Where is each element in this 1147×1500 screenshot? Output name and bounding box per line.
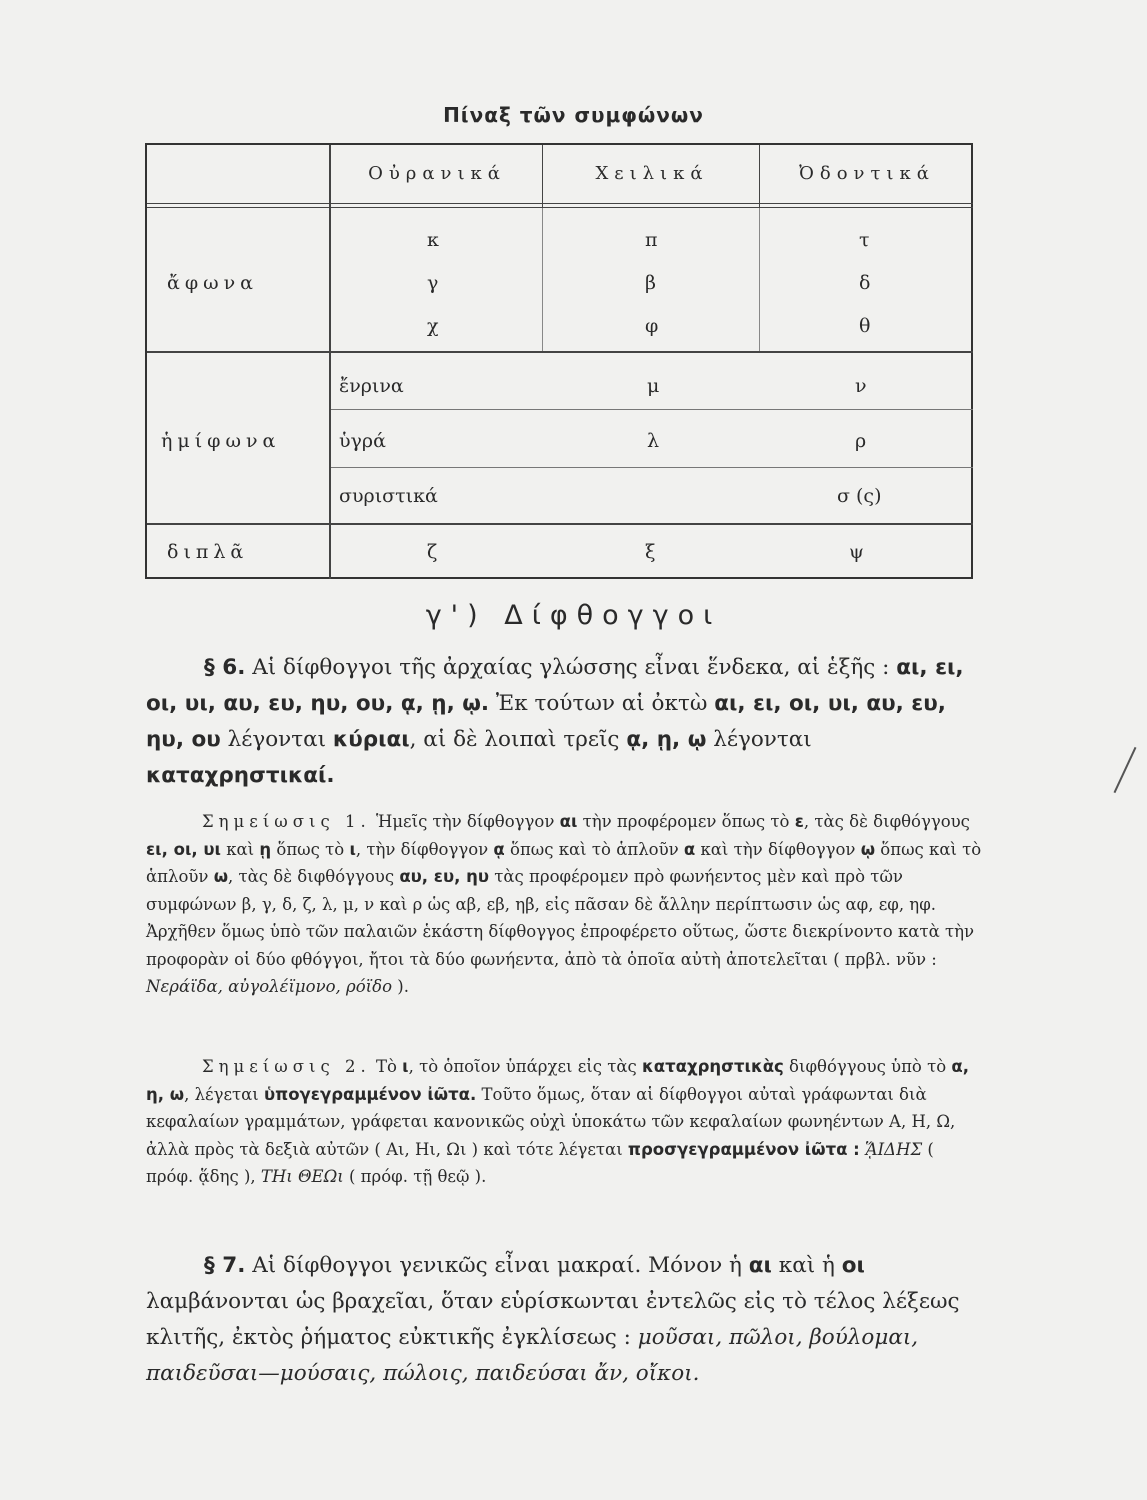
imifona-syristika: συριστικά [339, 485, 438, 507]
note-label: Σημείωσις 2. [202, 1057, 371, 1076]
cell-g: γ [427, 272, 439, 294]
header-cheilika: Χειλικά [595, 163, 709, 184]
cell-ph: φ [645, 315, 659, 337]
cell-p: π [645, 229, 658, 251]
paragraph-6 [146, 650, 986, 794]
cell-th: θ [859, 315, 871, 337]
note-2 [146, 1053, 986, 1191]
text: Αἱ δίφθογγοι γενικῶς εἶναι μακραί. Μόνον ἡ [245, 1253, 749, 1278]
bold-text: ε [794, 812, 804, 831]
row-label-afona: ἄφωνα [167, 272, 259, 294]
row-label-dipla: διπλᾶ [167, 541, 249, 563]
imifona-ygra: ὑγρά [339, 430, 386, 452]
bold-text: προσγεγραμμένον ἰῶτα : [627, 1139, 860, 1159]
bold-text: αυ, ευ, ηυ [399, 867, 490, 886]
paragraph-7 [146, 1248, 986, 1392]
imifona-enrina-dent: ν [855, 375, 867, 397]
imifona-enrina: ἔνρινα [339, 375, 404, 397]
bold-text: ω [213, 867, 229, 886]
bold-text: αι [559, 812, 578, 831]
italic-text: μοῦσαι, πῶλοι, βούλομαι, παιδεῦσαι—μούσαις, πώλοις, παιδεύσαι ἄν, οἴκοι. [146, 1325, 919, 1386]
bold-text: ῃ [259, 839, 272, 859]
text: καὶ τὴν δίφθογγον [695, 839, 861, 859]
text: Ἡμεῖς τὴν δίφθογγον [370, 812, 560, 831]
bold-text: κύριαι [332, 727, 410, 752]
note-label: Σημείωσις 1. [202, 812, 371, 831]
text: ὅπως τὸ [271, 839, 350, 859]
bold-text: καταχρηστικὰς [642, 1057, 784, 1076]
text: τὰς προφέρομεν πρὸ φωνήεντος μὲν καὶ πρὸ τῶν συμφώνων β, γ, δ, ζ, λ, μ, ν καὶ ρ ὡς αβ, εβ, ηβ, εἰς πᾶσαν δὲ ἄλλην περίπτωσιν ὡς αφ, εφ, ηφ. Ἀρχῆθεν ὅμως ὑπὸ τῶν παλαιῶν ἑκάστη δίφθογγος ἐπροφέρετο οὕτως, ὥστε διεκρίνοντο κατὰ τὴν προφορὰν οἱ δύο φθόγγοι, ἤτοι τὰ δύο φωνήεντα, ἀπὸ τὰ ὁποῖα αὐτὴ ἀποτελεῖται ( πρβλ. νῦν : [146, 867, 975, 969]
text: , τὸ ὁποῖον ὑπάρχει εἰς τὰς [408, 1057, 643, 1076]
italic-text: Νεράϊδα, αὐγολέϊμονο, ρόϊδο [146, 977, 393, 996]
bold-text: α [683, 839, 696, 859]
row-label-imifona: ἡμίφωνα [161, 430, 281, 452]
header-odontika: Ὀδοντικά [799, 163, 935, 184]
bold-text: οι [841, 1253, 865, 1278]
cell-ps: ψ [849, 541, 864, 563]
text: , τὴν δίφθογγον [355, 839, 494, 859]
text: , τὰς δὲ διφθόγγους [228, 867, 400, 886]
text: Αἱ δίφθογγοι τῆς ἀρχαίας γλώσσης εἶναι ἕνδεκα, αἱ ἑξῆς : [245, 655, 890, 680]
section-number: § 7. [204, 1253, 246, 1278]
text: καὶ ἡ [771, 1253, 842, 1278]
text: ). [392, 977, 409, 996]
text: ὅπως καὶ τὸ ἁπλοῦν [504, 839, 684, 859]
text: , λέγεται [184, 1084, 264, 1104]
consonants-table [145, 143, 973, 579]
bold-text: ῳ [860, 839, 876, 859]
cell-x: ξ [645, 541, 656, 563]
cell-ch: χ [427, 315, 439, 337]
imifona-enrina-lab: μ [647, 375, 660, 397]
text: ὅπως καὶ τὸ ἁπλοῦν [146, 839, 982, 886]
bold-text: ᾳ [493, 839, 505, 859]
bold-text: ει, οι, υι [146, 839, 221, 859]
text: Ἐκ τούτων αἱ ὀκτὼ [489, 691, 708, 716]
text: ( πρόφ. τῇ θεῷ ). [343, 1167, 487, 1186]
section-heading: γ') Δίφθογγοι [425, 600, 722, 631]
cell-d: δ [859, 272, 871, 294]
margin-mark [1114, 747, 1137, 793]
text: Τὸ [370, 1057, 403, 1076]
header-ouranika: Οὐρανικά [368, 163, 506, 184]
text: διφθόγγους ὑπὸ τὸ [783, 1057, 952, 1076]
imifona-ygra-dent: ρ [855, 430, 867, 452]
bold-text: αι [748, 1253, 772, 1278]
text: καὶ [220, 839, 260, 859]
bold-text: ὑπογεγραμμένον ἰῶτα. [264, 1084, 477, 1104]
italic-text: ᾍΙΔΗΣ [859, 1139, 923, 1159]
bold-text: α, η, ω [146, 1057, 970, 1104]
bold-text: αι, ει, οι, υι, αυ, ευ, ηυ, ου, ᾳ, ῃ, ῳ. [146, 655, 964, 716]
bold-text: ι [402, 1057, 409, 1076]
text: ( πρόφ. ᾅδης ), [146, 1139, 934, 1186]
text: λαμβάνονται ὡς βραχεῖαι, ὅταν εὑρίσκωνται ἐντελῶς εἰς τὸ τέλος λέξεως κλιτῆς, ἐκτὸς ῥήματος εὐκτικῆς ἐγκλίσεως : [146, 1289, 960, 1350]
text: , τὰς δὲ διφθόγγους [803, 812, 970, 831]
cell-t: τ [859, 229, 870, 251]
cell-b: β [645, 272, 656, 294]
text: , αἱ δὲ λοιπαὶ τρεῖς [409, 727, 620, 752]
italic-text: ΤΗι ΘΕΩι [260, 1167, 344, 1186]
text: τὴν προφέρομεν ὅπως τὸ [577, 812, 795, 831]
imifona-ygra-lab: λ [647, 430, 660, 452]
table-title: Πίναξ τῶν συμφώνων [443, 103, 704, 127]
note-1 [146, 808, 986, 1001]
text: Τοῦτο ὅμως, ὅταν αἱ δίφθογγοι αὐταὶ γράφωνται διὰ κεφαλαίων γραμμάτων, γράφεται κανονικῶς οὐχὶ ὑποκάτω τῶν κεφαλαίων φωνηέντων Α, Η, Ω, ἀλλὰ πρὸς τὰ δεξιὰ αὐτῶν ( Αι, Ηι, Ωι ) καὶ τότε λέγεται [146, 1084, 956, 1159]
imifona-syristika-dent: σ (ς) [837, 485, 882, 507]
cell-k: κ [427, 229, 439, 251]
text: λέγονται [220, 727, 333, 752]
bold-text: αι, ει, οι, υι, αυ, ευ, ηυ, ου [146, 691, 946, 752]
bold-text: ι [349, 839, 356, 859]
bold-text: καταχρηστικαί. [146, 763, 335, 788]
bold-text: ᾳ, ῃ, ῳ [626, 727, 707, 752]
cell-z: ζ [427, 541, 438, 563]
section-number: § 6. [204, 655, 246, 680]
text: λέγονται [706, 727, 812, 752]
